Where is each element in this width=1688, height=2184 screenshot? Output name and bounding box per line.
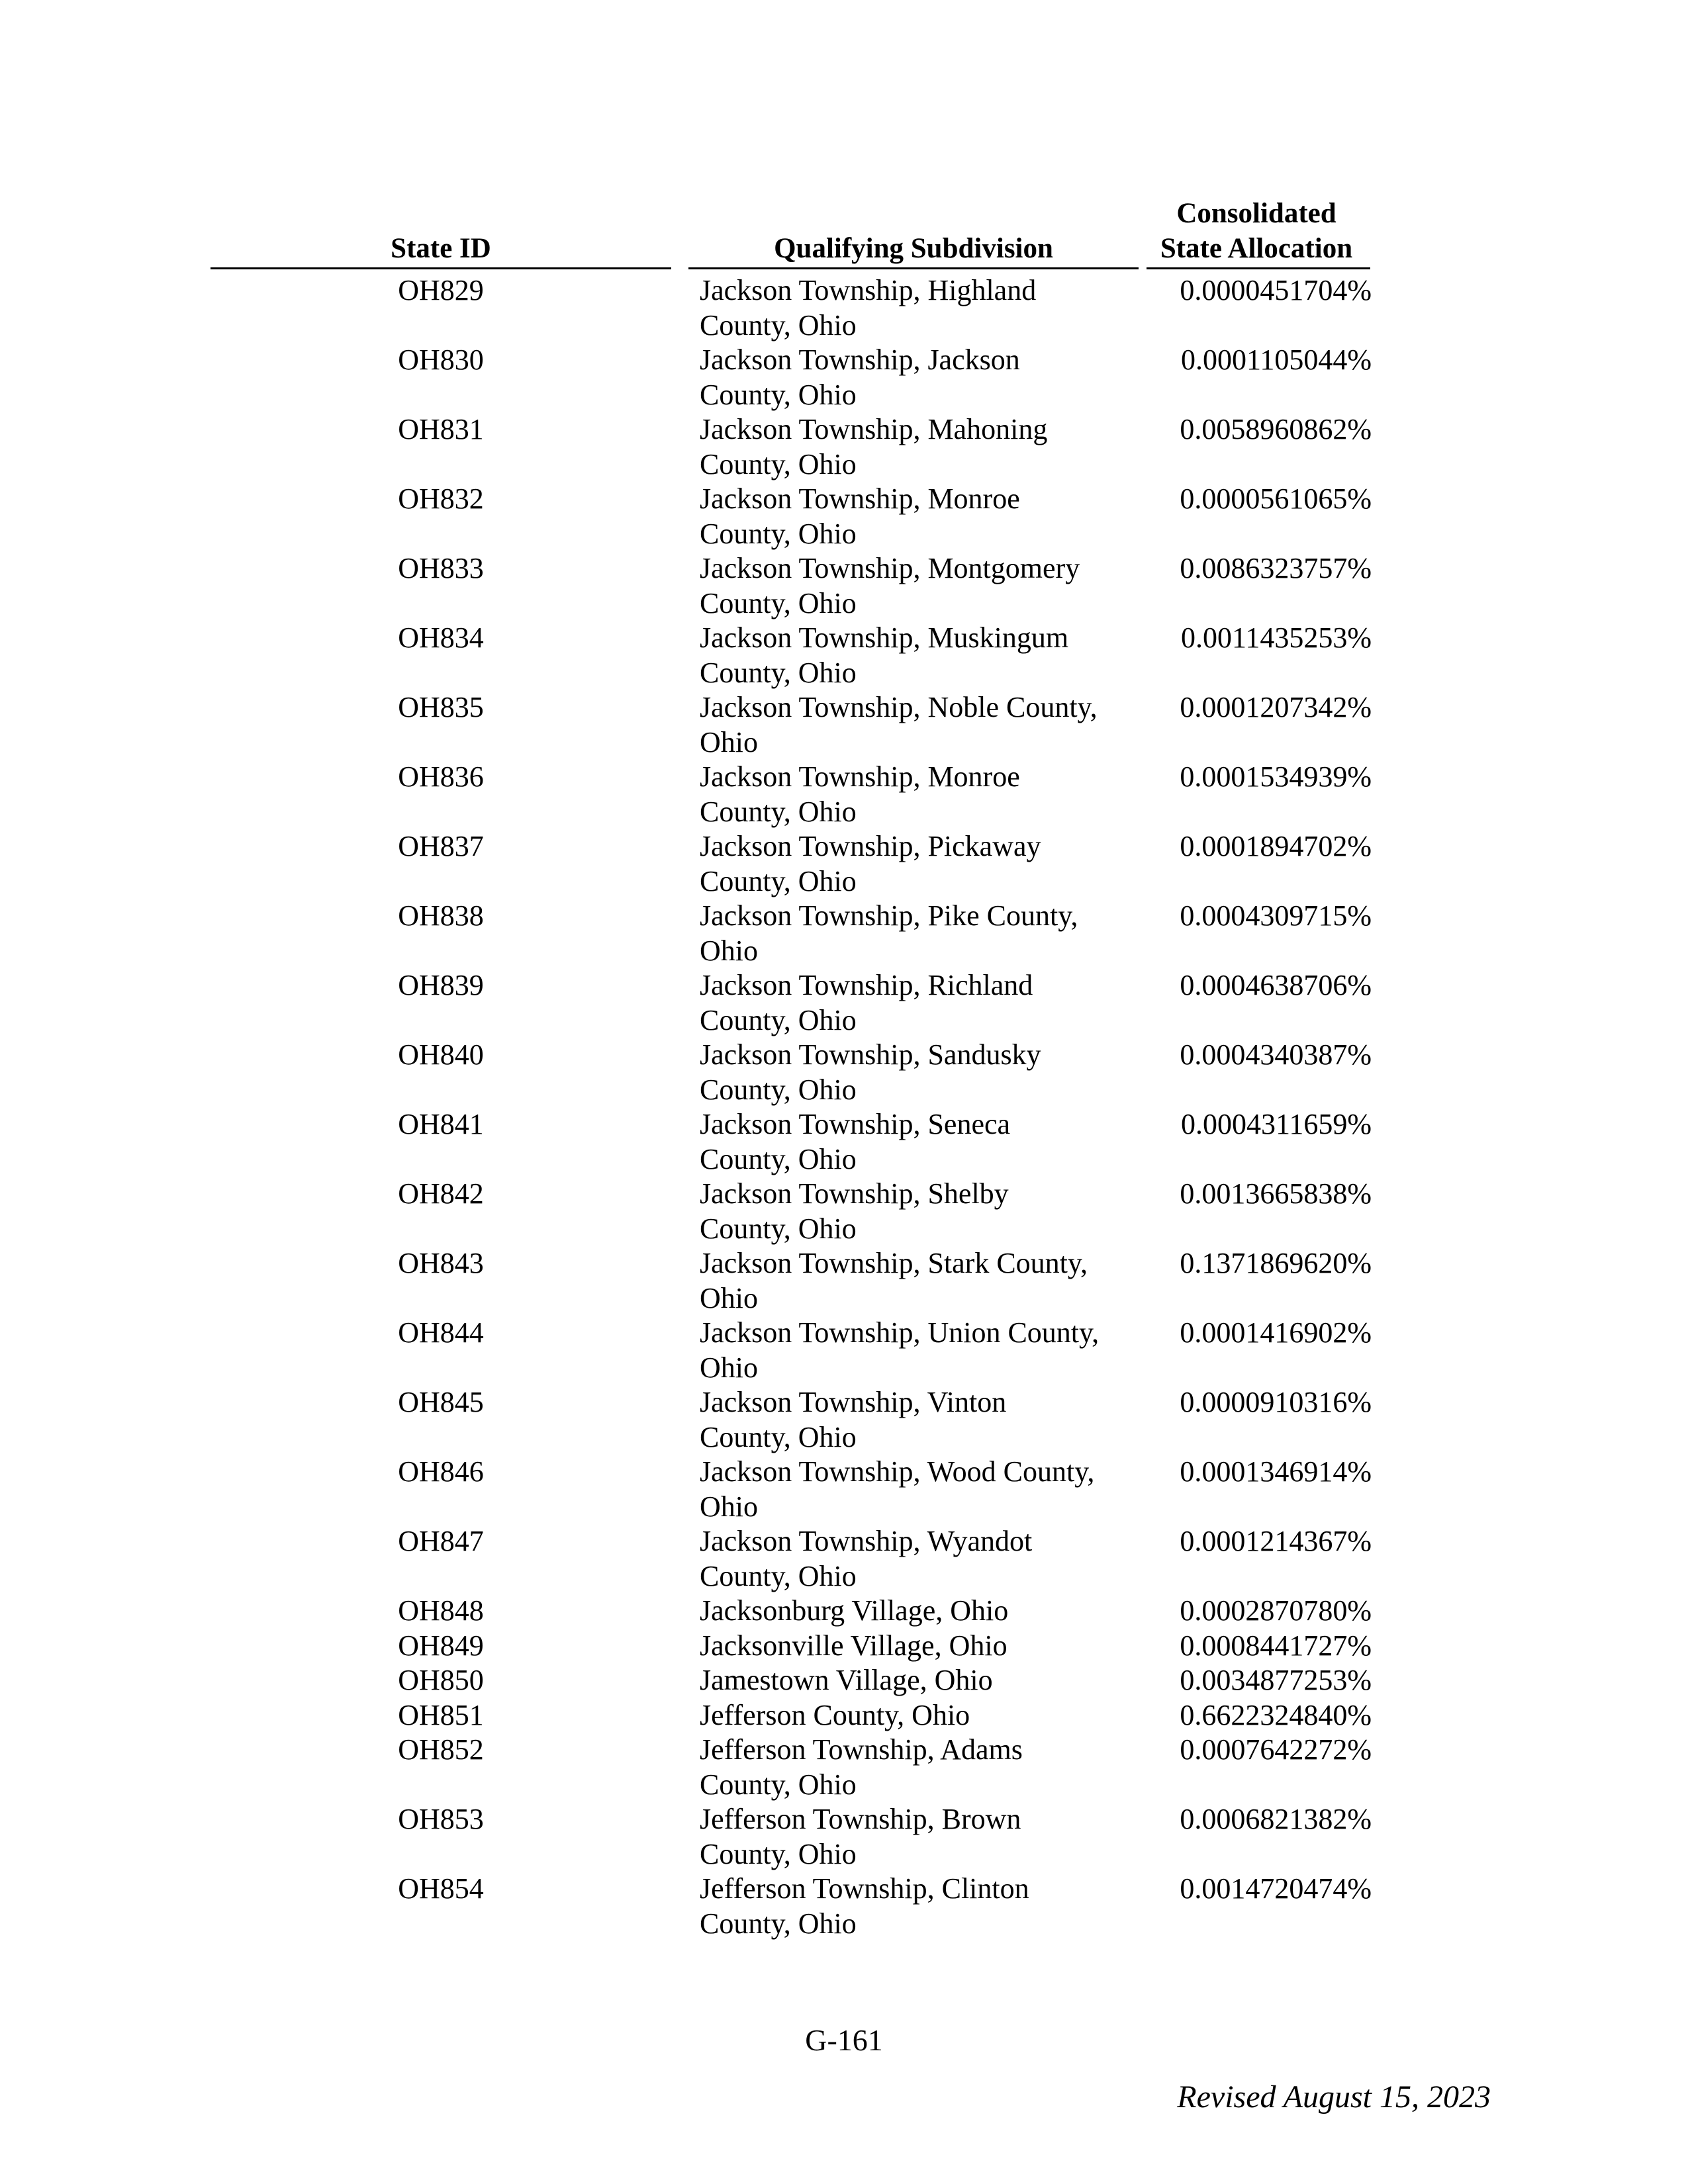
allocation-cell: 0.0008441727%	[1180, 1629, 1372, 1662]
allocation-cell: 0.0004311659%	[1180, 1108, 1372, 1140]
subdivision-cell	[700, 1628, 1137, 1663]
subdivision-cell	[700, 481, 1137, 551]
subdivision-line: County, Ohio	[700, 1421, 857, 1453]
subdivision-line: Jacksonville Village, Ohio	[700, 1629, 1008, 1662]
allocation-cell: 0.1371869620%	[1180, 1247, 1372, 1279]
subdivision-line: County, Ohio	[700, 796, 857, 828]
subdivision-line: County, Ohio	[700, 657, 857, 689]
subdivision-cell	[700, 1037, 1137, 1107]
subdivision-cell	[700, 1246, 1137, 1316]
allocation-cell: 0.0004340387%	[1180, 1038, 1372, 1071]
subdivision-line: Jackson Township, Mahoning	[700, 413, 1048, 445]
state-id-cell: OH832	[398, 482, 484, 515]
subdivision-line: County, Ohio	[700, 309, 857, 341]
state-id-cell: OH830	[398, 343, 484, 376]
state-id-cell: OH849	[398, 1629, 484, 1662]
subdivision-line: Jackson Township, Muskingum	[700, 621, 1069, 654]
allocation-cell: 0.0001894702%	[1180, 830, 1372, 862]
state-id-cell: OH852	[398, 1733, 484, 1766]
subdivision-line: County, Ohio	[700, 1560, 857, 1592]
state-id-cell: OH829	[398, 274, 484, 306]
subdivision-line: Jackson Township, Sandusky	[700, 1038, 1041, 1071]
subdivision-cell	[700, 1385, 1137, 1455]
subdivision-line: County, Ohio	[700, 448, 857, 480]
subdivision-line: County, Ohio	[700, 1768, 857, 1801]
subdivision-line: Ohio	[700, 726, 758, 758]
subdivision-cell	[700, 1662, 1137, 1698]
subdivision-line: County, Ohio	[700, 1143, 857, 1175]
allocation-cell: 0.0001214367%	[1180, 1525, 1372, 1557]
subdivision-line: County, Ohio	[700, 1212, 857, 1245]
subdivision-line: Jackson Township, Noble County,	[700, 691, 1098, 723]
header-allocation-line1: Consolidated	[1176, 198, 1336, 229]
subdivision-line: County, Ohio	[700, 1073, 857, 1106]
subdivision-cell	[700, 1107, 1137, 1177]
subdivision-cell	[700, 690, 1137, 760]
subdivision-cell	[700, 759, 1137, 829]
subdivision-cell	[700, 551, 1137, 621]
subdivision-line: County, Ohio	[700, 1838, 857, 1870]
state-id-cell: OH846	[398, 1455, 484, 1488]
subdivision-line: Jackson Township, Pickaway	[700, 830, 1041, 862]
state-id-cell: OH853	[398, 1803, 484, 1835]
subdivision-cell	[700, 1454, 1137, 1524]
subdivision-line: County, Ohio	[700, 379, 857, 411]
subdivision-line: Jefferson Township, Adams	[700, 1733, 1023, 1766]
state-id-cell: OH848	[398, 1594, 484, 1627]
subdivision-cell	[700, 1698, 1137, 1733]
allocation-cell: 0.0014720474%	[1180, 1872, 1372, 1905]
subdivision-cell	[700, 898, 1137, 968]
subdivision-line: Jefferson Township, Clinton	[700, 1872, 1029, 1905]
subdivision-line: County, Ohio	[700, 587, 857, 619]
subdivision-cell	[700, 273, 1137, 343]
subdivision-line: Jamestown Village, Ohio	[700, 1664, 993, 1696]
allocation-cell: 0.0000910316%	[1180, 1386, 1372, 1418]
subdivision-line: Jackson Township, Union County,	[700, 1316, 1100, 1349]
subdivision-cell	[700, 412, 1137, 482]
subdivision-line: Jackson Township, Montgomery	[700, 552, 1080, 584]
header-state-id: State ID	[391, 233, 491, 264]
header-allocation-line2: State Allocation	[1160, 233, 1353, 264]
page-number: G-161	[805, 2023, 883, 2057]
allocation-cell: 0.0007642272%	[1180, 1733, 1372, 1766]
allocation-cell: 0.6622324840%	[1180, 1698, 1372, 1731]
subdivision-line: Jackson Township, Jackson	[700, 343, 1020, 376]
state-id-cell: OH854	[398, 1872, 484, 1905]
allocation-cell: 0.0001416902%	[1180, 1316, 1372, 1349]
allocation-cell: 0.0086323757%	[1180, 552, 1372, 584]
subdivision-line: Jackson Township, Richland	[700, 969, 1033, 1001]
state-id-cell: OH845	[398, 1386, 484, 1418]
subdivision-line: Jackson Township, Monroe	[700, 760, 1020, 793]
allocation-cell: 0.0004638706%	[1180, 969, 1372, 1001]
subdivision-cell	[700, 342, 1137, 412]
allocation-cell: 0.0001105044%	[1180, 343, 1372, 376]
allocation-cell: 0.0001207342%	[1180, 691, 1372, 723]
subdivision-line: County, Ohio	[700, 1004, 857, 1036]
subdivision-cell	[700, 1593, 1137, 1628]
subdivision-line: Jefferson County, Ohio	[700, 1698, 970, 1731]
subdivision-line: Ohio	[700, 934, 758, 967]
allocation-cell: 0.0011435253%	[1180, 621, 1372, 654]
state-id-cell: OH833	[398, 552, 484, 584]
subdivision-line: Ohio	[700, 1282, 758, 1314]
allocation-cell: 0.0002870780%	[1180, 1594, 1372, 1627]
subdivision-cell	[700, 1871, 1137, 1941]
allocation-cell: 0.0013665838%	[1180, 1177, 1372, 1210]
subdivision-cell	[700, 968, 1137, 1038]
state-id-cell: OH843	[398, 1247, 484, 1279]
subdivision-cell	[700, 1176, 1137, 1246]
subdivision-line: Jackson Township, Monroe	[700, 482, 1020, 515]
subdivision-cell	[700, 1524, 1137, 1594]
allocation-cell: 0.0006821382%	[1180, 1803, 1372, 1835]
state-id-cell: OH834	[398, 621, 484, 654]
subdivision-line: Ohio	[700, 1490, 758, 1523]
allocation-cell: 0.0058960862%	[1180, 413, 1372, 445]
allocation-cell: 0.0001346914%	[1180, 1455, 1372, 1488]
allocation-cell: 0.0000561065%	[1180, 482, 1372, 515]
state-id-cell: OH836	[398, 760, 484, 793]
state-id-cell: OH835	[398, 691, 484, 723]
subdivision-line: Jacksonburg Village, Ohio	[700, 1594, 1009, 1627]
state-id-cell: OH837	[398, 830, 484, 862]
subdivision-cell	[700, 1801, 1137, 1872]
state-id-cell: OH831	[398, 413, 484, 445]
subdivision-cell	[700, 829, 1137, 899]
allocation-cell: 0.0001534939%	[1180, 760, 1372, 793]
subdivision-line: Jefferson Township, Brown	[700, 1803, 1021, 1835]
allocation-cell: 0.0000451704%	[1180, 274, 1372, 306]
subdivision-line: County, Ohio	[700, 1907, 857, 1940]
subdivision-cell	[700, 1315, 1137, 1385]
subdivision-line: Jackson Township, Stark County,	[700, 1247, 1088, 1279]
subdivision-cell	[700, 1732, 1137, 1802]
header-qualifying-subdivision: Qualifying Subdivision	[774, 233, 1053, 264]
subdivision-line: Jackson Township, Wyandot	[700, 1525, 1033, 1557]
subdivision-line: Ohio	[700, 1351, 758, 1384]
subdivision-line: Jackson Township, Seneca	[700, 1108, 1011, 1140]
revised-date: Revised August 15, 2023	[1177, 2079, 1491, 2115]
subdivision-line: Jackson Township, Pike County,	[700, 899, 1078, 932]
subdivision-line: Jackson Township, Highland	[700, 274, 1037, 306]
subdivision-line: Jackson Township, Wood County,	[700, 1455, 1095, 1488]
subdivision-line: Jackson Township, Shelby	[700, 1177, 1009, 1210]
state-id-cell: OH844	[398, 1316, 484, 1349]
subdivision-cell	[700, 620, 1137, 690]
allocation-cell: 0.0004309715%	[1180, 899, 1372, 932]
state-id-cell: OH840	[398, 1038, 484, 1071]
subdivision-line: Jackson Township, Vinton	[700, 1386, 1007, 1418]
subdivision-line: County, Ohio	[700, 518, 857, 550]
state-id-cell: OH851	[398, 1698, 484, 1731]
state-id-cell: OH842	[398, 1177, 484, 1210]
allocation-cell: 0.0034877253%	[1180, 1664, 1372, 1696]
state-id-cell: OH838	[398, 899, 484, 932]
state-id-cell: OH841	[398, 1108, 484, 1140]
state-id-cell: OH847	[398, 1525, 484, 1557]
state-id-cell: OH850	[398, 1664, 484, 1696]
state-id-cell: OH839	[398, 969, 484, 1001]
subdivision-line: County, Ohio	[700, 865, 857, 897]
